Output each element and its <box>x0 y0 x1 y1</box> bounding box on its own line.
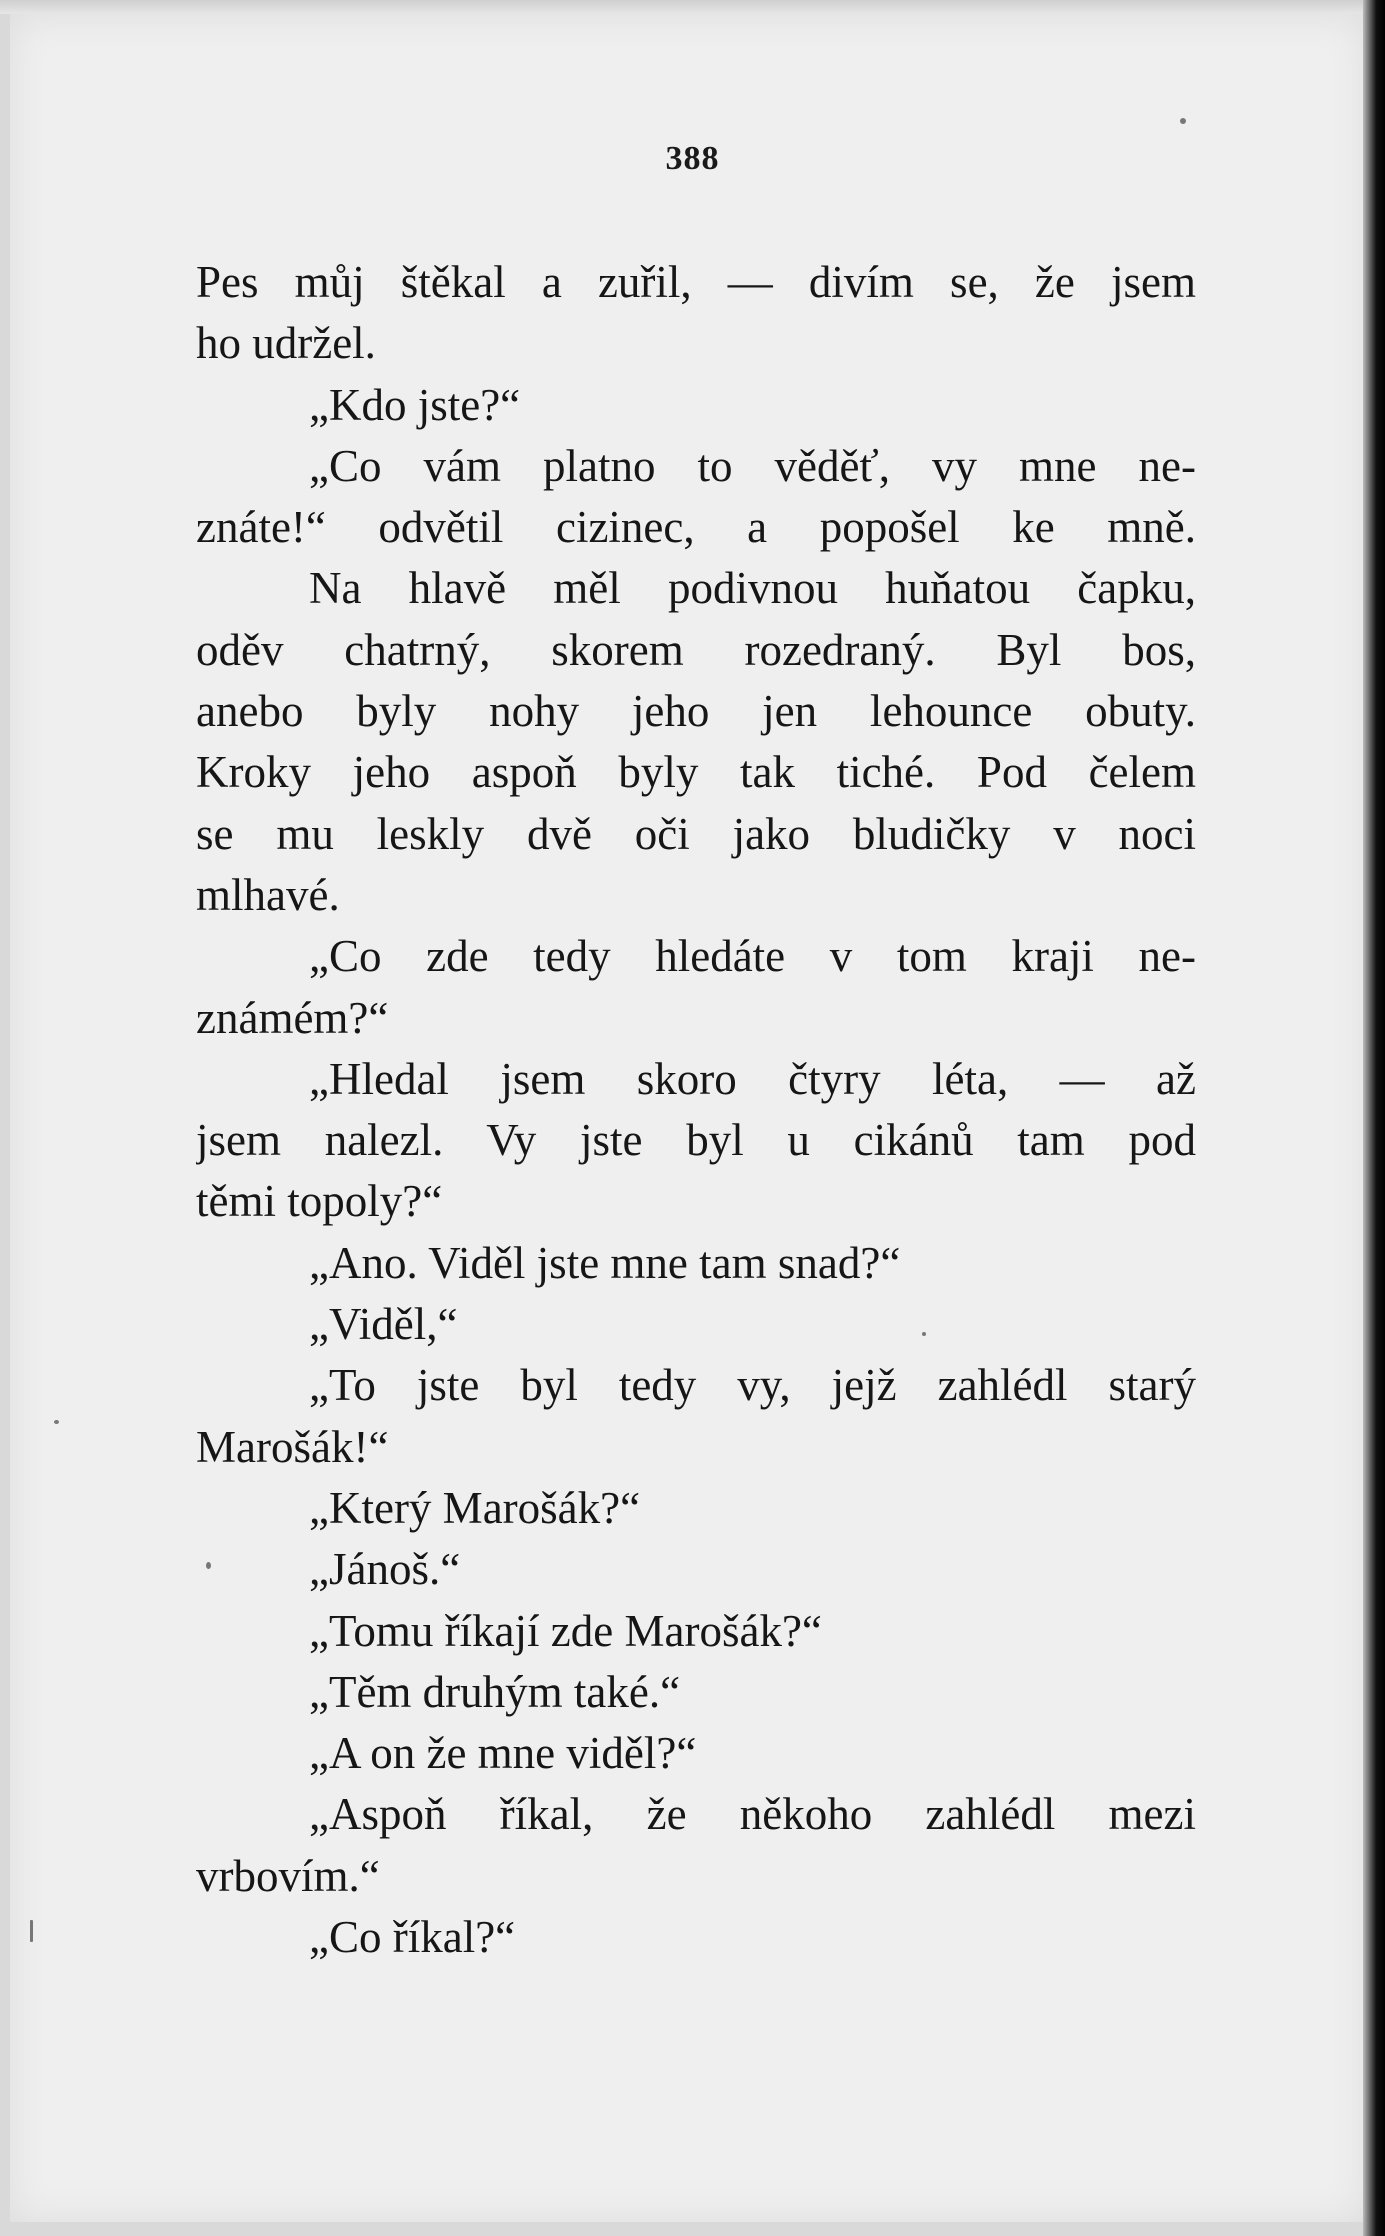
text-line: ho udržel. <box>196 318 376 369</box>
text-line: „Co zde tedy hledáte v tom kraji ne- <box>309 931 1196 982</box>
scan-speck <box>1180 118 1186 124</box>
text-line: mlhavé. <box>196 869 340 920</box>
text-line: „Jánoš.“ <box>309 1544 461 1595</box>
page-number: 388 <box>665 140 720 177</box>
text-line: jsem nalezl. Vy jste byl u cikánů tam pod <box>196 1115 1196 1166</box>
text-line: Marošák!“ <box>196 1421 389 1472</box>
text-line: Na hlavě měl podivnou huňatou čapku, <box>309 563 1196 614</box>
text-line: „A on že mne viděl?“ <box>309 1728 697 1779</box>
text-line: „To jste byl tedy vy, jejž zahlédl starý <box>309 1360 1196 1411</box>
body-text <box>196 252 1196 1968</box>
scan-speck <box>54 1420 59 1424</box>
text-line: „Těm druhým také.“ <box>309 1666 681 1717</box>
text-line: anebo byly nohy jeho jen lehounce obuty. <box>196 686 1196 737</box>
text-line: „Co říkal?“ <box>309 1912 516 1963</box>
text-line: Pes můj štěkal a zuřil, — divím se, že jsem <box>196 257 1196 307</box>
text-line: „Aspoň říkal, že někoho zahlédl mezi <box>309 1789 1196 1840</box>
text-line: „Kdo jste?“ <box>309 379 521 430</box>
text-line: se mu leskly dvě oči jako bludičky v noci <box>196 808 1196 859</box>
text-line: těmi topoly?“ <box>196 1176 443 1227</box>
text-line: „Tomu říkají zde Marošák?“ <box>309 1605 822 1656</box>
scan-right-edge <box>1363 0 1385 2236</box>
text-line: vrbovím.“ <box>196 1850 380 1901</box>
text-line: „Co vám platno to věděť, vy mne ne- <box>309 440 1196 491</box>
text-line: Kroky jeho aspoň byly tak tiché. Pod čelem <box>196 747 1196 798</box>
text-line: „Který Marošák?“ <box>309 1482 641 1533</box>
text-line: „Hledal jsem skoro čtyry léta, — až <box>309 1053 1196 1104</box>
text-line: oděv chatrný, skorem rozedraný. Byl bos, <box>196 624 1196 675</box>
text-line: „Ano. Viděl jste mne tam snad?“ <box>309 1237 901 1288</box>
text-line: znáte!“ odvětil cizinec, a popošel ke mně. <box>196 502 1196 553</box>
scan-top-edge <box>0 0 1385 14</box>
scan-speck <box>30 1920 33 1942</box>
text-line: známém?“ <box>196 992 389 1043</box>
text-line: „Viděl,“ <box>309 1299 458 1350</box>
